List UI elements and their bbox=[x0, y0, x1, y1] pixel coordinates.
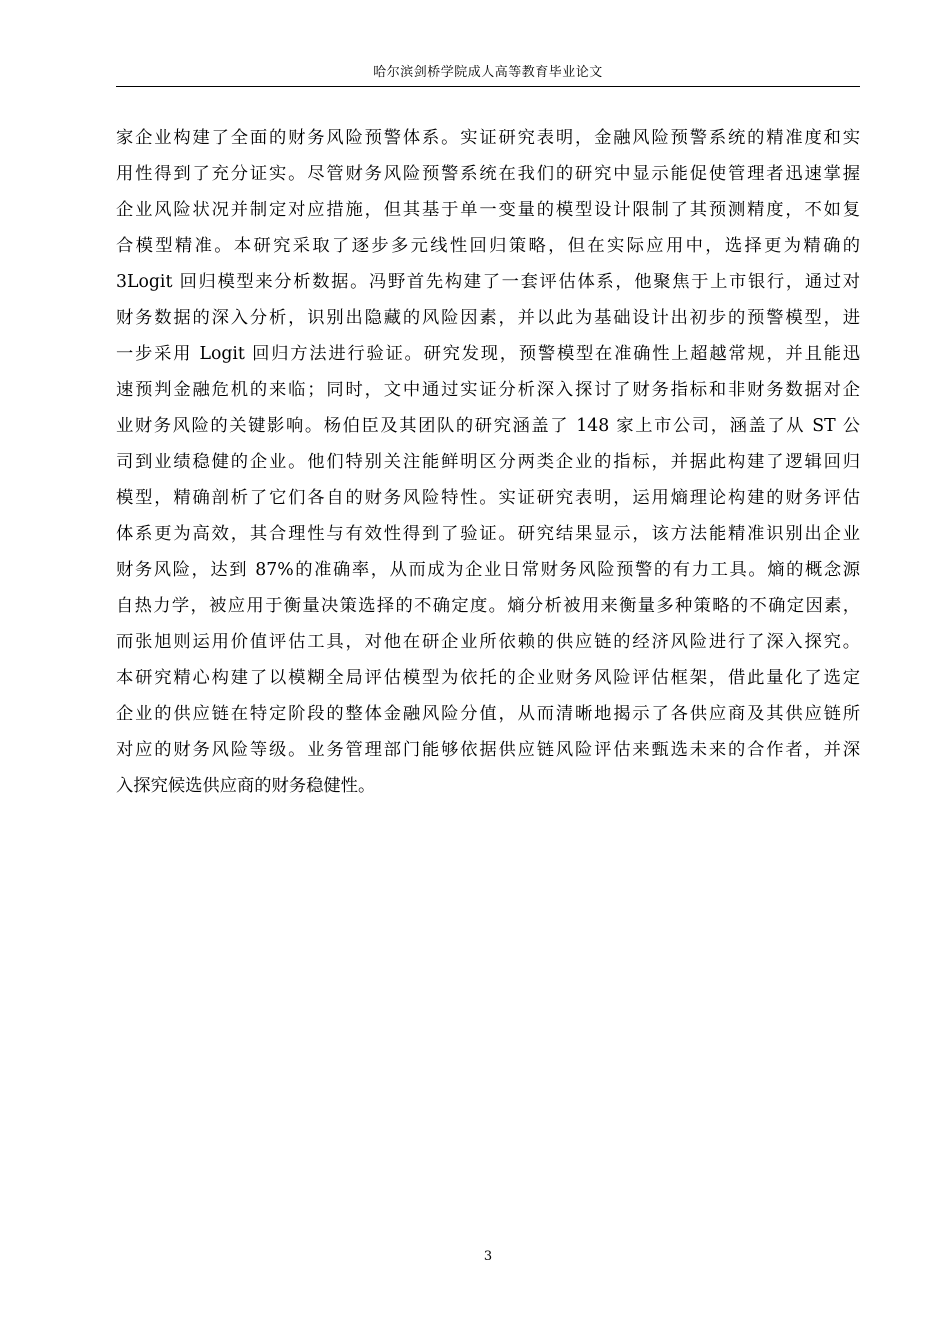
running-header: 哈尔滨剑桥学院成人高等教育毕业论文 bbox=[373, 65, 603, 80]
text-line: 一步采用 Logit 回归方法进行验证。研究发现，预警模型在准确性上超越常规，并且能迅 bbox=[116, 344, 860, 364]
text-line: 财务风险，达到 87%的准确率，从而成为企业日常财务风险预警的有力工具。熵的概念源 bbox=[116, 560, 860, 580]
text-line: 业财务风险的关键影响。杨伯臣及其团队的研究涵盖了 148 家上市公司，涵盖了从 ST 公 bbox=[116, 416, 860, 436]
text-line: 本研究精心构建了以模糊全局评估模型为依托的企业财务风险评估框架，借此量化了选定 bbox=[116, 668, 860, 688]
text-line: 入探究候选供应商的财务稳健性。 bbox=[116, 776, 376, 796]
text-line: 家企业构建了全面的财务风险预警体系。实证研究表明，金融风险预警系统的精准度和实 bbox=[116, 128, 860, 148]
text-line: 3Logit 回归模型来分析数据。冯野首先构建了一套评估体系，他聚焦于上市银行，通过对 bbox=[116, 272, 860, 292]
text-line: 用性得到了充分证实。尽管财务风险预警系统在我们的研究中显示能促使管理者迅速掌握 bbox=[116, 164, 860, 184]
text-line: 企业风险状况并制定对应措施，但其基于单一变量的模型设计限制了其预测精度，不如复 bbox=[116, 200, 860, 220]
text-line: 对应的财务风险等级。业务管理部门能够依据供应链风险评估来甄选未来的合作者，并深 bbox=[116, 740, 860, 760]
text-line: 合模型精准。本研究采取了逐步多元线性回归策略，但在实际应用中，选择更为精确的 bbox=[116, 236, 860, 256]
body-paragraph bbox=[116, 120, 860, 804]
text-line: 企业的供应链在特定阶段的整体金融风险分值，从而清晰地揭示了各供应商及其供应链所 bbox=[116, 704, 860, 724]
text-line: 司到业绩稳健的企业。他们特别关注能鲜明区分两类企业的指标，并据此构建了逻辑回归 bbox=[116, 452, 860, 472]
header-rule bbox=[116, 86, 860, 87]
text-line: 财务数据的深入分析，识别出隐藏的风险因素，并以此为基础设计出初步的预警模型，进 bbox=[116, 308, 860, 328]
page-number: 3 bbox=[483, 1249, 493, 1264]
text-line: 自热力学，被应用于衡量决策选择的不确定度。熵分析被用来衡量多种策略的不确定因素， bbox=[116, 596, 860, 616]
text-line: 体系更为高效，其合理性与有效性得到了验证。研究结果显示，该方法能精准识别出企业 bbox=[116, 524, 860, 544]
text-line: 而张旭则运用价值评估工具，对他在研企业所依赖的供应链的经济风险进行了深入探究。 bbox=[116, 632, 860, 652]
text-line: 速预判金融危机的来临；同时，文中通过实证分析深入探讨了财务指标和非财务数据对企 bbox=[116, 380, 860, 400]
text-line: 模型，精确剖析了它们各自的财务风险特性。实证研究表明，运用熵理论构建的财务评估 bbox=[116, 488, 860, 508]
